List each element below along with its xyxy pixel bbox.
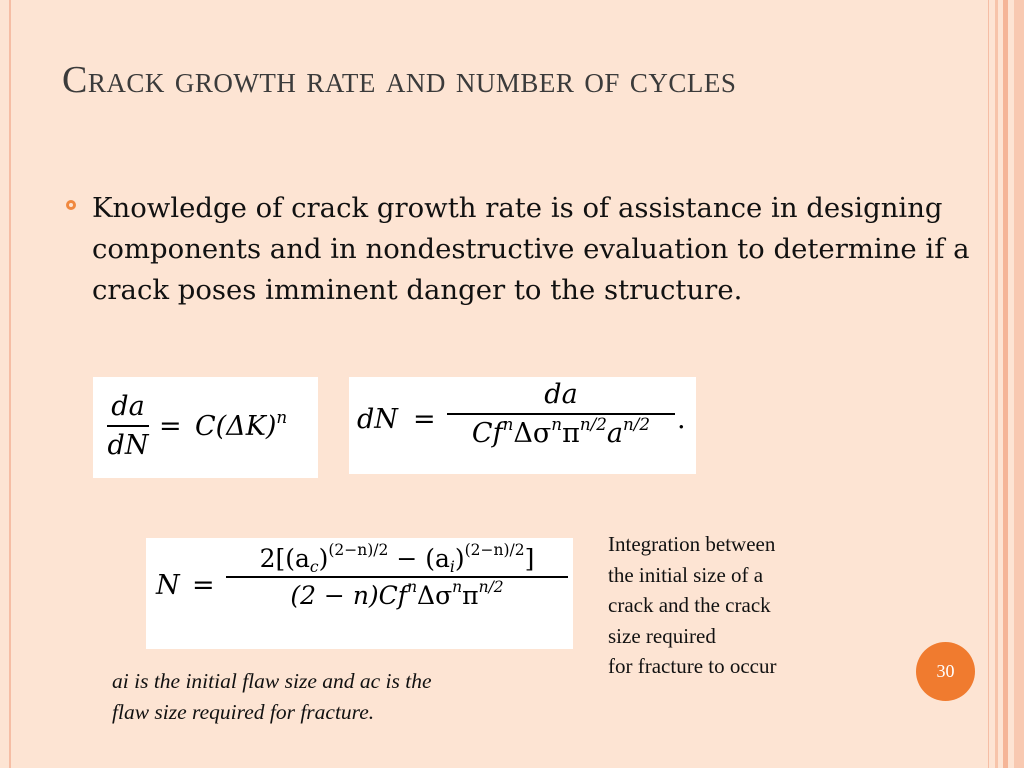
note-line: crack and the crack xyxy=(608,593,771,617)
right-border-line xyxy=(988,0,989,768)
eq3-num-part: ) xyxy=(318,544,329,573)
eq3-den-exp: n xyxy=(452,578,463,596)
eq3-denominator xyxy=(226,578,568,610)
paris-law-equation xyxy=(93,377,318,478)
eq1-equals: = xyxy=(159,411,182,442)
eq1-rhs-base: C(ΔK) xyxy=(195,411,277,442)
fraction-line xyxy=(107,425,149,427)
eq3-sub-i: i xyxy=(449,558,455,576)
note-line: size required xyxy=(608,623,716,648)
eq2-den-pi: π xyxy=(562,418,580,449)
eq3-num-exp: (2−n)/2 xyxy=(464,541,525,559)
eq2-den-exp: n xyxy=(502,414,514,434)
eq2-den-exp: n xyxy=(551,414,563,434)
caption-line: ai is the initial flaw size and ac is the xyxy=(112,669,432,693)
caption-line: flaw size required for fracture. xyxy=(112,699,375,724)
note-line: for fracture to occur xyxy=(608,654,777,678)
note-line: Integration between xyxy=(608,532,776,556)
bullet-ring-icon xyxy=(66,200,76,210)
eq2-denominator xyxy=(447,414,675,449)
eq2-period: . xyxy=(677,404,686,435)
bullet-text: Knowledge of crack growth rate is of assistance in designing components and in nondestructive evaluation to determine if a crack poses imminent danger to the structure. xyxy=(92,192,970,306)
eq2-den-cf: Cf xyxy=(471,418,503,449)
dN-equation xyxy=(349,377,696,474)
eq1-rhs-exponent: n xyxy=(276,407,288,427)
eq3-den-exp: n/2 xyxy=(478,578,504,596)
eq3-den-delta-sigma: Δσ xyxy=(417,581,453,610)
eq3-num-part: ] xyxy=(524,544,535,573)
eq3-equals: = xyxy=(192,570,215,601)
eq3-sub-c: c xyxy=(309,558,319,576)
eq2-den-exp: n/2 xyxy=(579,414,607,434)
eq1-rhs xyxy=(195,407,288,442)
fraction-line xyxy=(226,576,568,578)
cycles-equation xyxy=(146,538,573,649)
eq3-lhs: N xyxy=(156,570,180,601)
eq3-numerator xyxy=(226,541,568,576)
right-border-band xyxy=(1014,0,1024,768)
left-border-line xyxy=(9,0,11,768)
eq2-den-exp: n/2 xyxy=(623,414,651,434)
page-number-badge: 30 xyxy=(916,642,975,701)
eq2-equals: = xyxy=(413,404,436,435)
eq3-num-part: ) xyxy=(454,544,465,573)
eq1-denominator: dN xyxy=(107,430,149,461)
eq2-den-delta-sigma: Δσ xyxy=(513,418,552,449)
right-border-line xyxy=(1003,0,1008,768)
eq3-den-pi: π xyxy=(462,581,479,610)
eq3-num-part: − (a xyxy=(388,544,450,573)
note-line: the initial size of a xyxy=(608,562,764,587)
slide-title: Crack growth rate and number of cycles xyxy=(62,59,737,101)
eq3-den-exp: n xyxy=(407,578,418,596)
eq2-numerator: da xyxy=(544,379,578,410)
eq1-numerator: da xyxy=(111,391,145,422)
integration-note xyxy=(608,529,868,682)
eq2-den-a: a xyxy=(606,418,623,449)
eq3-num-exp: (2−n)/2 xyxy=(328,541,389,559)
eq3-num-part: 2[(a xyxy=(259,544,310,573)
flaw-size-caption xyxy=(112,666,582,727)
eq3-den-main: (2 − n)Cf xyxy=(290,581,408,610)
eq2-lhs: dN xyxy=(357,404,398,435)
right-border-line xyxy=(995,0,998,768)
